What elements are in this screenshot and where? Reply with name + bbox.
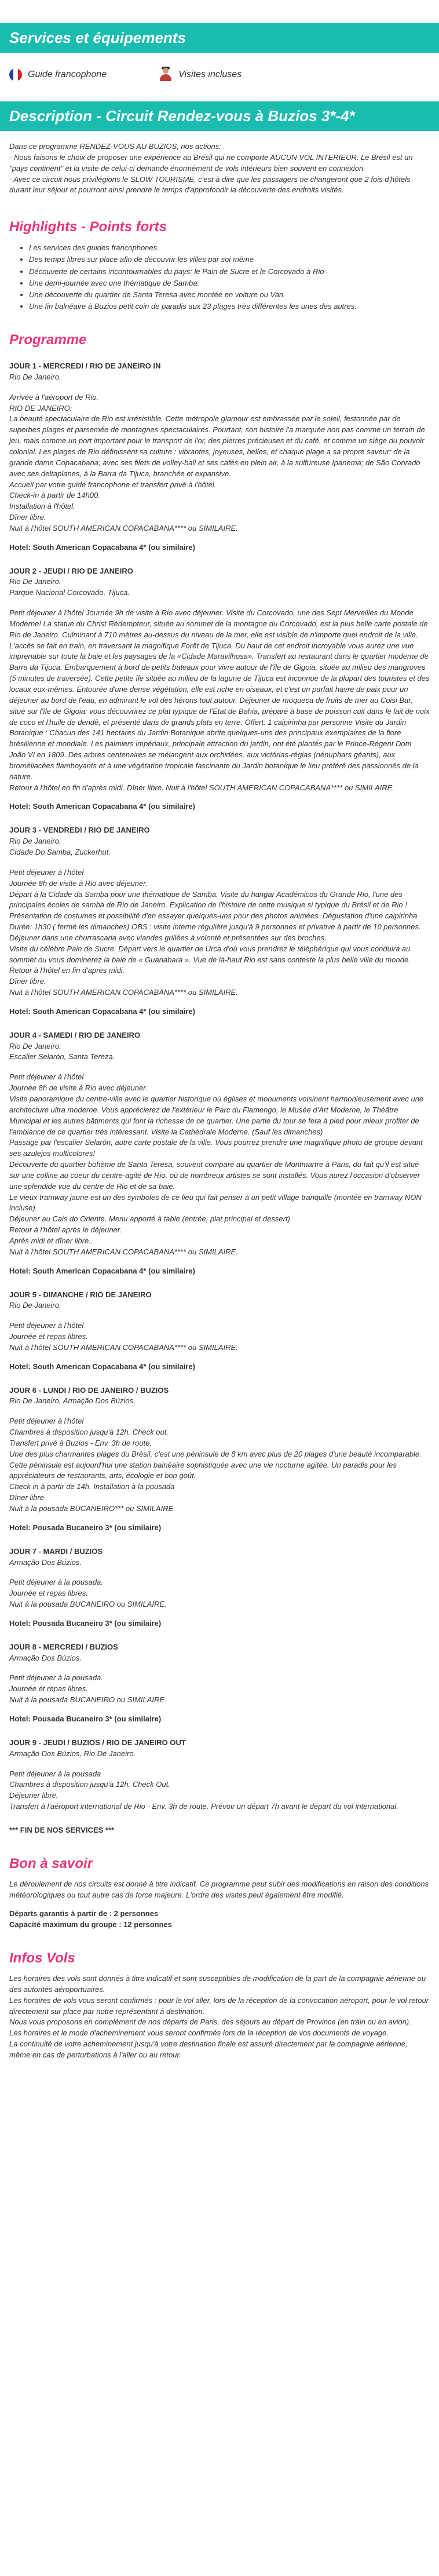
day-line: Dîner libre. xyxy=(9,513,46,522)
day-line: Retour à l'hôtel après le déjeuner. xyxy=(9,1225,122,1235)
description-intro xyxy=(0,131,439,199)
highlight-item: • Les services des guides francophones. xyxy=(29,242,430,254)
day-hotel: Hotel: South American Copacabana 4* (ou similaire) xyxy=(9,1006,195,1016)
day-line: Petit déjeuner à l'hôtel xyxy=(9,1417,84,1426)
highlights-list xyxy=(9,242,430,312)
day-line xyxy=(9,1311,430,1320)
day-line: Petit déjeuner à la pousada. xyxy=(9,1673,103,1683)
bon-a-savoir-block xyxy=(0,1879,439,1931)
day-line: Déjeuner libre. xyxy=(9,1791,58,1800)
day-line: Installation à l'hôtel. xyxy=(9,502,75,511)
day-title: JOUR 6 - LUNDI / RIO DE JANEIRO / BUZIOS xyxy=(9,1385,169,1395)
day-line: Petit déjeuner à la pousada. xyxy=(9,1578,103,1587)
day-line: Rio De Janeiro. xyxy=(9,577,61,586)
day-line xyxy=(9,1063,430,1072)
infos-vols-line: La continuité de votre acheminement jusqu'à votre destination finale est assuré directement par la compagnie aérienne, même en cas de perturbations à l'aller ou au retour. xyxy=(9,2039,408,2059)
day-hotel: Hotel: South American Copacabana 4* (ou similaire) xyxy=(9,542,195,552)
day-hotel: Hotel: South American Copacabana 4* (ou similaire) xyxy=(9,1362,195,1371)
infos-vols-title: Infos Vols xyxy=(9,1950,75,1966)
day-line: Transfert privé à Buzios - Env. 3h de route. xyxy=(9,1438,152,1447)
day-line: Nuit à la pousada BUCANEIRO ou SIMILAIRE. xyxy=(9,1600,167,1609)
day-line xyxy=(9,858,430,867)
day-line: Déjeuner dans une churrascaria avec viandes grillées à volonté et présentées sur des broches. xyxy=(9,933,327,942)
bon-a-savoir-text: Le déroulement de nos circuits est donné à titre indicatif. Ce programme peut subir des modifications en raison des conditions météorologiques ou tout autre cas de force majeure. L'ordre des visites peut également être modifié. xyxy=(9,1879,429,1899)
day-line: Le vieux tramway jaune est un des symboles de ce lieu qui fait penser à un petit village tranquille (montée en tramway NON incluse) xyxy=(9,1192,422,1213)
day-line: Nuit à l'hôtel SOUTH AMERICAN COPACABANA**** ou SIMILAIRE. xyxy=(9,1247,238,1256)
day-line: Journée 8h de visite à Rio avec déjeuner. xyxy=(9,878,148,888)
day-hotel: Hotel: Pousada Bucaneiro 3* (ou similaire) xyxy=(9,1618,162,1628)
day-title: JOUR 5 - DIMANCHE / RIO DE JANEIRO xyxy=(9,1290,152,1299)
intro-line: - Nous faisons le choix de proposer une expérience au Brésil qui ne comporte AUCUN VOL INTERIEUR. Le Brésil est un "pays continent" et la visite de celui-ci demande énormément de vols intérieurs bien souvent en connexion. xyxy=(9,152,413,173)
day-line: Rio De Janeiro. xyxy=(9,837,61,846)
day-line: Armação Dos Búzios. xyxy=(9,1653,82,1662)
intro-line: Dans ce programme RENDEZ-VOUS AU BUZIOS, nos actions: xyxy=(9,142,221,151)
day-line xyxy=(9,1568,430,1577)
day-line: Armação Dos Búzios. xyxy=(9,1557,82,1567)
day-line: Après midi et dîner libre.. xyxy=(9,1236,93,1245)
day-line xyxy=(9,1407,430,1416)
day-line: La beauté spectaculaire de Rio est irrésistible. Cette métropole glamour est embrassée par le soleil, festonnée par de superbes plages et parsemée de montagnes spectaculaires. Pourtant, son histoire l'a marquée non pas comme un terrain de jeu, mais comme un port important pour le transport de l'or, des pierres précieuses et du café, et comme un siège du pouvoir colonial. Les plages de Rio définissent sa culture : vibrantes, joyeuses, belles, et chaque plage a sa propre saveur: de la grande dame Copacabana; avec ses filets de volley-ball et ses cafés en plein air, à la sulfureuse Ipanema; de São Conrado avec ses deltaplanes, à la Barra da Tijuca, branchée et expansive. xyxy=(9,414,425,478)
highlight-item: • Une demi-journée avec une thématique de Samba. xyxy=(29,278,430,289)
day-line xyxy=(9,1760,430,1769)
day-line: Petit déjeuner à l'hôtel Journée 9h de visite à Rio avec déjeuner. Visite du Corcovado, une des Sept Merveilles du Monde Moderne! La statue du Christ Rédempteur, située au sommet de la montagne du Corcovado, est la plus belle carte postale de Rio de Janeiro. Culminant à 710 mètres au-dessus du niveau de la mer, elle est visible de n'importe quel endroit de la ville. L'accès se fait en train, en traversant la magnifique Forêt de Tijuca. Du haut de cet endroit incroyable vous aurez une vue imprenable sur toute la baie et les paysages de la «Cidade Maravilhosa». Transfert au restaurant dans le quartier moderne de Barra da Tijuca. Embarquement à bord de petits bateaux pour vivre autour de l'île de Gigoia, située au milieu des mangroves (5 minutes de traversée). Cette petite île située au milieu de la lagune de Tijuca est inconnue de la plupart des touristes et des locaux eux-mêmes. Entourée d'une dense végétation, elle est riche en oiseaux, et c'est un parfait havre de paix pour un déjeuner au bord de l'eau, en admirant le vol des hérons tout autour. Déjeuner de moqueca de fruits de mer au Coisi Bar, situé sur l'île de Gigoia: vous découvrirez ce plat typique de l'Etat de Bahia, préparé à base de poisson cuit dans le lait de noix de coco et l'huile de dendê, et présenté dans de grands plats en terre. Offert: 1 caipirinha par personne Visite du Jardin Botanique : Chacun des 141 hectares du Jardin Botanique abrite quelques-uns des principaux exemplaires de la flore brésilienne et mondiale. Les palmiers impériaux, principale attraction du jardin, ont été plantés par le Prince-Régent Dom João VI en 1809. Des arbres centenaires se mélangent aux orchidées, aux victórias-régias (nénuphars géants), aux broméliacées flamboyants et à une végétation tropicale fascinante du Jardin botanique le lieu préféré des passionnés de la nature. xyxy=(9,608,430,781)
day-line: Découverte du quartier bohème de Santa Teresa, souvent comparé au quartier de Montmartre à Paris, du fait qu'il est situé sur une colline au coeur du centre-agité de Rio, où de nombreux artistes se sont installés. Vous aurez l'occasion d'observer une splendide vue du centre de Rio et de sa baie. xyxy=(9,1160,420,1191)
french-flag-icon xyxy=(9,68,22,81)
highlight-item: • Découverte de certains incontournables du pays: le Pain de Sucre et le Corcovado à Rio xyxy=(29,266,430,278)
infos-vols-line: Les horaires de vols vous seront confirmés : pour le vol aller, lors de la réception de la convocation aéroport, pour le vol retour directement sur place par notre représentant à destination. xyxy=(9,1995,429,2016)
day-line: Journée 8h de visite à Rio avec déjeuner. xyxy=(9,1083,148,1093)
infos-vols-block xyxy=(0,1973,439,2061)
day-line xyxy=(9,383,430,392)
day-line: RIO DE JANEIRO: xyxy=(9,403,72,413)
programme-day xyxy=(0,1738,439,1812)
day-title: JOUR 8 - MERCREDI / BUZIOS xyxy=(9,1642,118,1651)
departs-garantis: Départs garantis à partir de : 2 personnes xyxy=(9,1909,159,1918)
day-line: Rio De Janeiro. xyxy=(9,372,61,381)
capacite-maximum: Capacité maximum du groupe : 12 personnes xyxy=(9,1920,173,1929)
bon-a-savoir-title: Bon à savoir xyxy=(9,1855,93,1871)
day-title: JOUR 2 - JEUDI / RIO DE JANEIRO xyxy=(9,566,133,575)
day-line: Une des plus charmantes plages du Brésil, c'est une péninsule de 8 km avec plus de 20 plages d'une beauté incomparable. Cette péninsule est aujourd'hui une station balnéaire sophistiquée avec une vie nocturne agitée. Un paradis pour les appréciateurs de restaurants, arts, écologie et bon goût. xyxy=(9,1449,422,1480)
day-line: Nuit à l'hôtel SOUTH AMERICAN COPACABANA**** ou SIMILAIRE. xyxy=(9,1342,238,1352)
day-line: Check-in à partir de 14h00. xyxy=(9,491,100,500)
day-title: JOUR 7 - MARDI / BUZIOS xyxy=(9,1546,103,1556)
day-line: Déjeuner au Cais do Oriente. Menu apporté à table (entrée, plat principal et dessert) xyxy=(9,1214,290,1224)
guide-label: Guide francophone xyxy=(28,70,107,79)
day-hotel: Hotel: South American Copacabana 4* (ou similaire) xyxy=(9,1266,195,1275)
day-title: JOUR 9 - JEUDI / BUZIOS / RIO DE JANEIRO OUT xyxy=(9,1738,186,1747)
day-line: Départ à la Cidade da Samba pour une thématique de Samba. Visite du hangar Académicos du Grande Rio, l'une des principales écoles de samba de Rio de Janeiro. Explication de l'histoire de cette musique si typique du Brésil et de Rio ! Présentation de costumes et possibilité d'en essayer quelques-uns pour des photos animées. Dégustation d'une caipirinha Durée: 1h30 ( fermé les dimanches) OBS : visite interne régulière jusqu'à 9 personnes et privative à partir de 10 personnes. xyxy=(9,889,421,932)
programme-days xyxy=(0,361,439,1812)
highlight-item: • Des temps libres sur place afin de découvrir les villes par soi même xyxy=(29,254,430,265)
day-line: Passage par l'escalier Selarón, autre carte postale de la ville. Vous pourrez prendre une magnifique photo de groupe devant ses azulejos multicolores! xyxy=(9,1138,423,1158)
infos-vols-line: Les horaires et le mode d'acheminement vous seront confirmés lors de la réception de vos documents de voyage. xyxy=(9,2028,389,2038)
day-line: Retour à l'hôtel en fin d'après midi. xyxy=(9,966,125,975)
day-line: Check in à partir de 14h. Installation à la pousada xyxy=(9,1482,175,1491)
programme-day xyxy=(0,1642,439,1725)
description-banner: Description - Circuit Rendez-vous à Buzios 3*-4* xyxy=(0,101,439,131)
services-row xyxy=(0,53,439,101)
day-line: Dîner libre. xyxy=(9,977,46,986)
day-line: Petit déjeuner à l'hôtel xyxy=(9,1321,84,1330)
infos-vols-line: Nous vous proposons en complément de nos départs de Paris, des séjours au départ de Province (en train ou en avion). xyxy=(9,2017,411,2027)
day-line xyxy=(9,1663,430,1673)
intro-line: - Avec ce circuit nous privilégions le SLOW TOURISME, c'est à dire que les passagers ne changeront que 2 fois d'hôtels durant leur séjour et pourront ainsi prendre le temps d'approfondir la découverte des endroits visités. xyxy=(9,174,411,195)
day-line: Dîner libre xyxy=(9,1493,44,1502)
day-line: Arrivée à l'aéroport de Rio. xyxy=(9,392,99,402)
day-line: Visite du célèbre Pain de Sucre. Départ vers le quartier de Urca d'où vous prendrez le téléphérique qui vous conduira au sommet ou vous dominerez la baie de « Guanabara ». Vue de là-haut Rio est sans conteste la plus belle ville du monde. xyxy=(9,944,411,964)
programme-day xyxy=(0,361,439,553)
day-hotel: Hotel: South American Copacabana 4* (ou similaire) xyxy=(9,802,195,811)
day-line: Nuit à l'hôtel SOUTH AMERICAN COPACABANA**** ou SIMILAIRE. xyxy=(9,523,238,532)
day-line: Nuit à l'hôtel SOUTH AMERICAN COPACABANA**** ou SIMILAIRE. xyxy=(9,988,238,997)
day-line: Journée et repas libres. xyxy=(9,1589,88,1598)
day-hotel: Hotel: Pousada Bucaneiro 3* (ou similaire) xyxy=(9,1523,162,1532)
day-line: Nuit à la pousada BUCANEIRO ou SIMILAIRE. xyxy=(9,1695,167,1705)
day-line: Escalier Selarón, Santa Tereza. xyxy=(9,1052,115,1061)
programme-day xyxy=(0,825,439,1017)
day-line: Chambres à disposition jusqu'à 12h. Check out. xyxy=(9,1428,169,1437)
day-title: JOUR 3 - VENDREDI / RIO DE JANEIRO xyxy=(9,826,150,835)
visits-service xyxy=(159,68,242,82)
day-line: Visite panoramique du centre-ville avec le quartier historique où églises et monuments voisinent harmonieusement avec une architecture ultra moderne. Vous apprécierez de l'extérieur le Parc du Flamengo, le Musée d'Art Moderne, le Théâtre Municipal et les autres bâtiments qui font la richesse de ce quartier. Une partie du tour se fera à pied pour mieux profiter de l'ambiance de ce quartier très intéressant. Visite la Cathédrale Moderne. (Sauf les dimanches) xyxy=(9,1094,424,1136)
day-line: Retour à l'hôtel en fin d'après midi. Dîner libre. Nuit à l'hôtel SOUTH AMERICAN COPACABANA**** ou SIMILAIRE. xyxy=(9,783,394,792)
visits-label: Visites incluses xyxy=(178,70,242,79)
day-line: Petit déjeuner à la pousada xyxy=(9,1769,101,1778)
end-note: *** FIN DE NOS SERVICES *** xyxy=(9,1825,115,1834)
highlights-title: Highlights - Points forts xyxy=(9,219,167,235)
highlight-item: • Une fin balnéaire à Buzios petit coin de paradis aux 23 plages très différentes les unes des autres. xyxy=(29,301,430,312)
day-line: Rio De Janeiro. xyxy=(9,1041,61,1050)
day-line: Petit déjeuner à l'hôtel xyxy=(9,867,84,877)
programme-title: Programme xyxy=(9,332,87,348)
programme-day xyxy=(0,1290,439,1373)
day-line: Accueil par votre guide francophone et transfert privé à l'hôtel. xyxy=(9,480,217,489)
day-line: Journée et repas libres. xyxy=(9,1684,88,1694)
day-line: Rio De Janeiro, Armação Dos Búzios. xyxy=(9,1396,136,1406)
guide-service xyxy=(9,68,107,82)
day-line: Chambres à disposition jusqu'à 12h. Check Out. xyxy=(9,1780,170,1789)
day-line: Nuit à la pousada BUCANEIRO*** ou SIMILAIRE. xyxy=(9,1504,175,1513)
day-line: Parque Nacional Corcovado, Tijuca. xyxy=(9,588,130,597)
day-line: Journée et repas libres. xyxy=(9,1332,88,1341)
day-line: Rio De Janeiro. xyxy=(9,1301,61,1310)
programme-day xyxy=(0,566,439,813)
end-note-block xyxy=(0,1825,439,1836)
day-line: Armação Dos Búzios, Rio De Janeiro. xyxy=(9,1749,136,1758)
day-title: JOUR 1 - MERCREDI / RIO DE JANEIRO IN xyxy=(9,362,161,371)
day-line: Transfert à l'aéroport international de Rio - Env. 3h de route. Prévoir un départ 7h avant le départ du vol international. xyxy=(9,1802,398,1811)
day-line: Cidade Do Samba, Zuckerhut. xyxy=(9,847,111,856)
day-title: JOUR 4 - SAMEDI / RIO DE JANEIRO xyxy=(9,1030,141,1039)
programme-day xyxy=(0,1546,439,1629)
highlight-item: • Une découverte du quartier de Santa Teresa avec montée en voiture ou Van. xyxy=(29,289,430,301)
programme-day xyxy=(0,1030,439,1277)
day-line xyxy=(9,599,430,608)
services-banner: Services et équipements xyxy=(0,23,439,53)
infos-vols-line: Les horaires des vols sont donnés à titre indicatif et sont susceptibles de modification de la part de la compagnie aérienne ou des autorités aéroportuaires. xyxy=(9,1974,426,1994)
programme-day xyxy=(0,1385,439,1534)
guide-person-icon xyxy=(159,68,173,82)
day-line: Petit déjeuner à l'hôtel xyxy=(9,1072,84,1082)
day-hotel: Hotel: Pousada Bucaneiro 3* (ou similaire) xyxy=(9,1714,162,1723)
